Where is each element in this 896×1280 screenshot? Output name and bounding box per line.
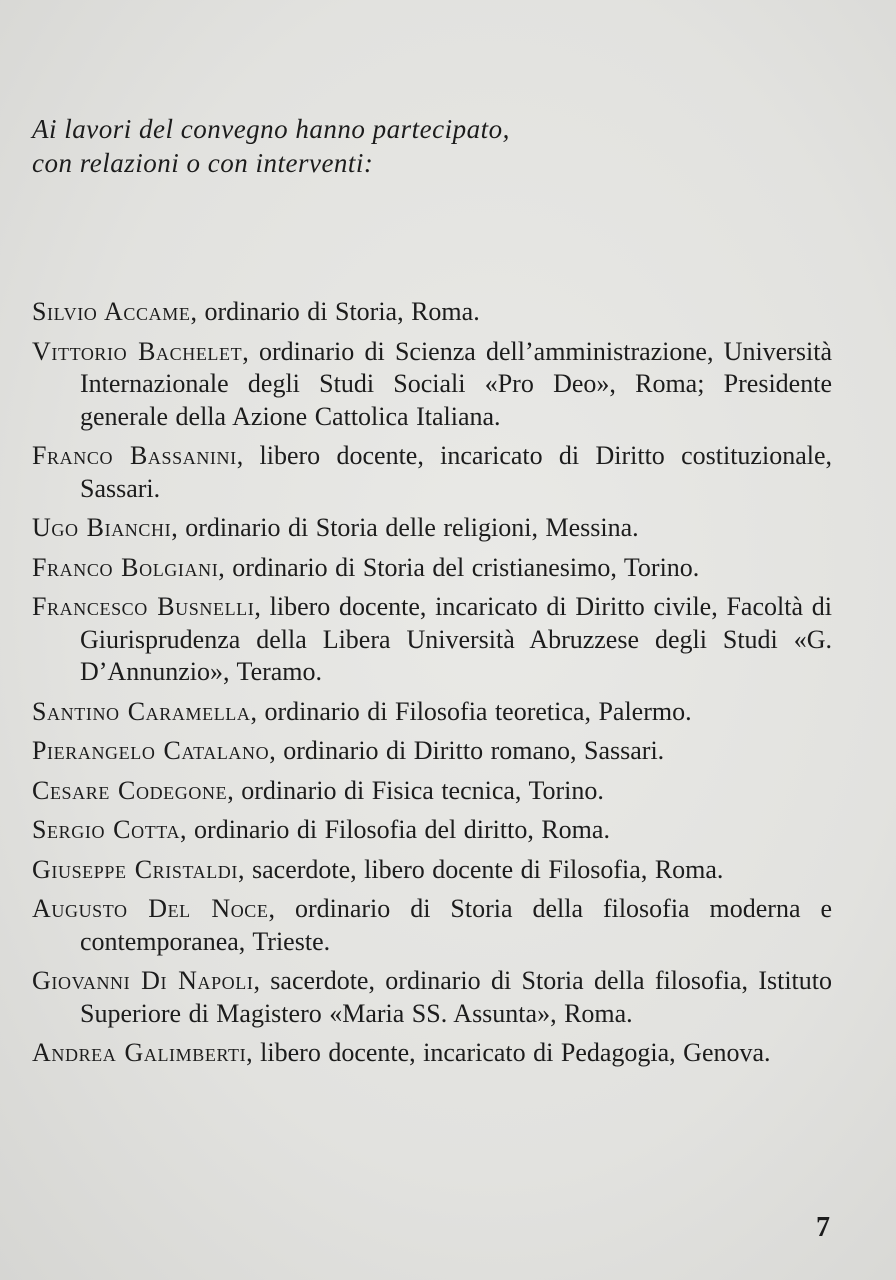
participant-entry	[32, 512, 832, 545]
participant-name: Ugo Bianchi	[32, 513, 172, 542]
participant-name: Giovanni Di Napoli	[32, 966, 254, 995]
intro-heading-line-2: con relazioni o con interventi:	[32, 148, 374, 178]
participant-entry	[32, 336, 832, 434]
participant-entry	[32, 440, 832, 505]
participant-description: , sacerdote, libero docente di Filosofia, Roma.	[238, 854, 724, 884]
participant-name: Vittorio Bachelet	[32, 336, 243, 366]
participant-entry	[32, 893, 832, 958]
participant-entry	[32, 775, 832, 808]
participant-description: , ordinario di Storia del cristianesimo, Torino.	[218, 552, 700, 582]
participant-entry	[32, 552, 832, 585]
participant-list	[32, 296, 832, 1077]
participant-name: Cesare Codegone	[32, 775, 228, 805]
participant-name: Franco Bassanini	[32, 441, 237, 470]
participant-description: , ordinario di Storia delle religioni, Messina.	[171, 513, 639, 542]
participant-description: , ordinario di Storia, Roma.	[190, 297, 480, 326]
participant-description: , ordinario di Diritto romano, Sassari.	[269, 736, 665, 765]
participant-entry	[32, 965, 832, 1030]
intro-heading-line-1: Ai lavori del convegno hanno partecipato,	[32, 114, 510, 144]
participant-entry	[32, 591, 832, 689]
participant-name: Augusto Del Noce	[32, 894, 269, 923]
participant-description: , sacerdote, ordinario di Storia della filosofia, Istituto Superiore di Magistero «Maria SS. Assunta», Roma.	[80, 966, 832, 1028]
participant-name: Giuseppe Cristaldi	[32, 854, 238, 884]
participant-entry	[32, 1037, 832, 1070]
page-number: 7	[816, 1212, 830, 1243]
participant-name: Silvio Accame	[32, 297, 191, 326]
participant-description: , ordinario di Storia della filosofia moderna e contemporanea, Trieste.	[80, 894, 832, 956]
participant-description: , libero docente, incaricato di Diritto costituzionale, Sassari.	[80, 441, 832, 503]
participant-description: , ordinario di Scienza dell’amministrazione, Università Internazionale degli Studi Sociali «Pro Deo», Roma; Presidente generale della Azione Cattolica Italiana.	[80, 336, 832, 431]
participant-name: Santino Caramella	[32, 696, 251, 726]
participant-description: , ordinario di Filosofia del diritto, Roma.	[180, 815, 610, 844]
participant-name: Franco Bolgiani	[32, 552, 219, 582]
participant-description: , libero docente, incaricato di Diritto civile, Facoltà di Giurisprudenza della Libera Università Abruzzese degli Studi «G. D’Annunzio», Teramo.	[80, 592, 832, 686]
participant-description: , libero docente, incaricato di Pedagogia, Genova.	[246, 1038, 771, 1067]
participant-entry	[32, 735, 832, 768]
participant-entry	[32, 814, 832, 847]
participant-entry	[32, 296, 832, 329]
participant-description: , ordinario di Filosofia teoretica, Palermo.	[250, 696, 692, 726]
participant-entry	[32, 696, 832, 729]
intro-heading	[32, 112, 732, 180]
participant-entry	[32, 854, 832, 887]
participant-description: , ordinario di Fisica tecnica, Torino.	[227, 775, 604, 805]
participant-name: Francesco Busnelli	[32, 592, 255, 621]
participant-name: Sergio Cotta	[32, 815, 181, 844]
participant-name: Pierangelo Catalano	[32, 736, 270, 765]
participant-name: Andrea Galimberti	[32, 1038, 247, 1067]
